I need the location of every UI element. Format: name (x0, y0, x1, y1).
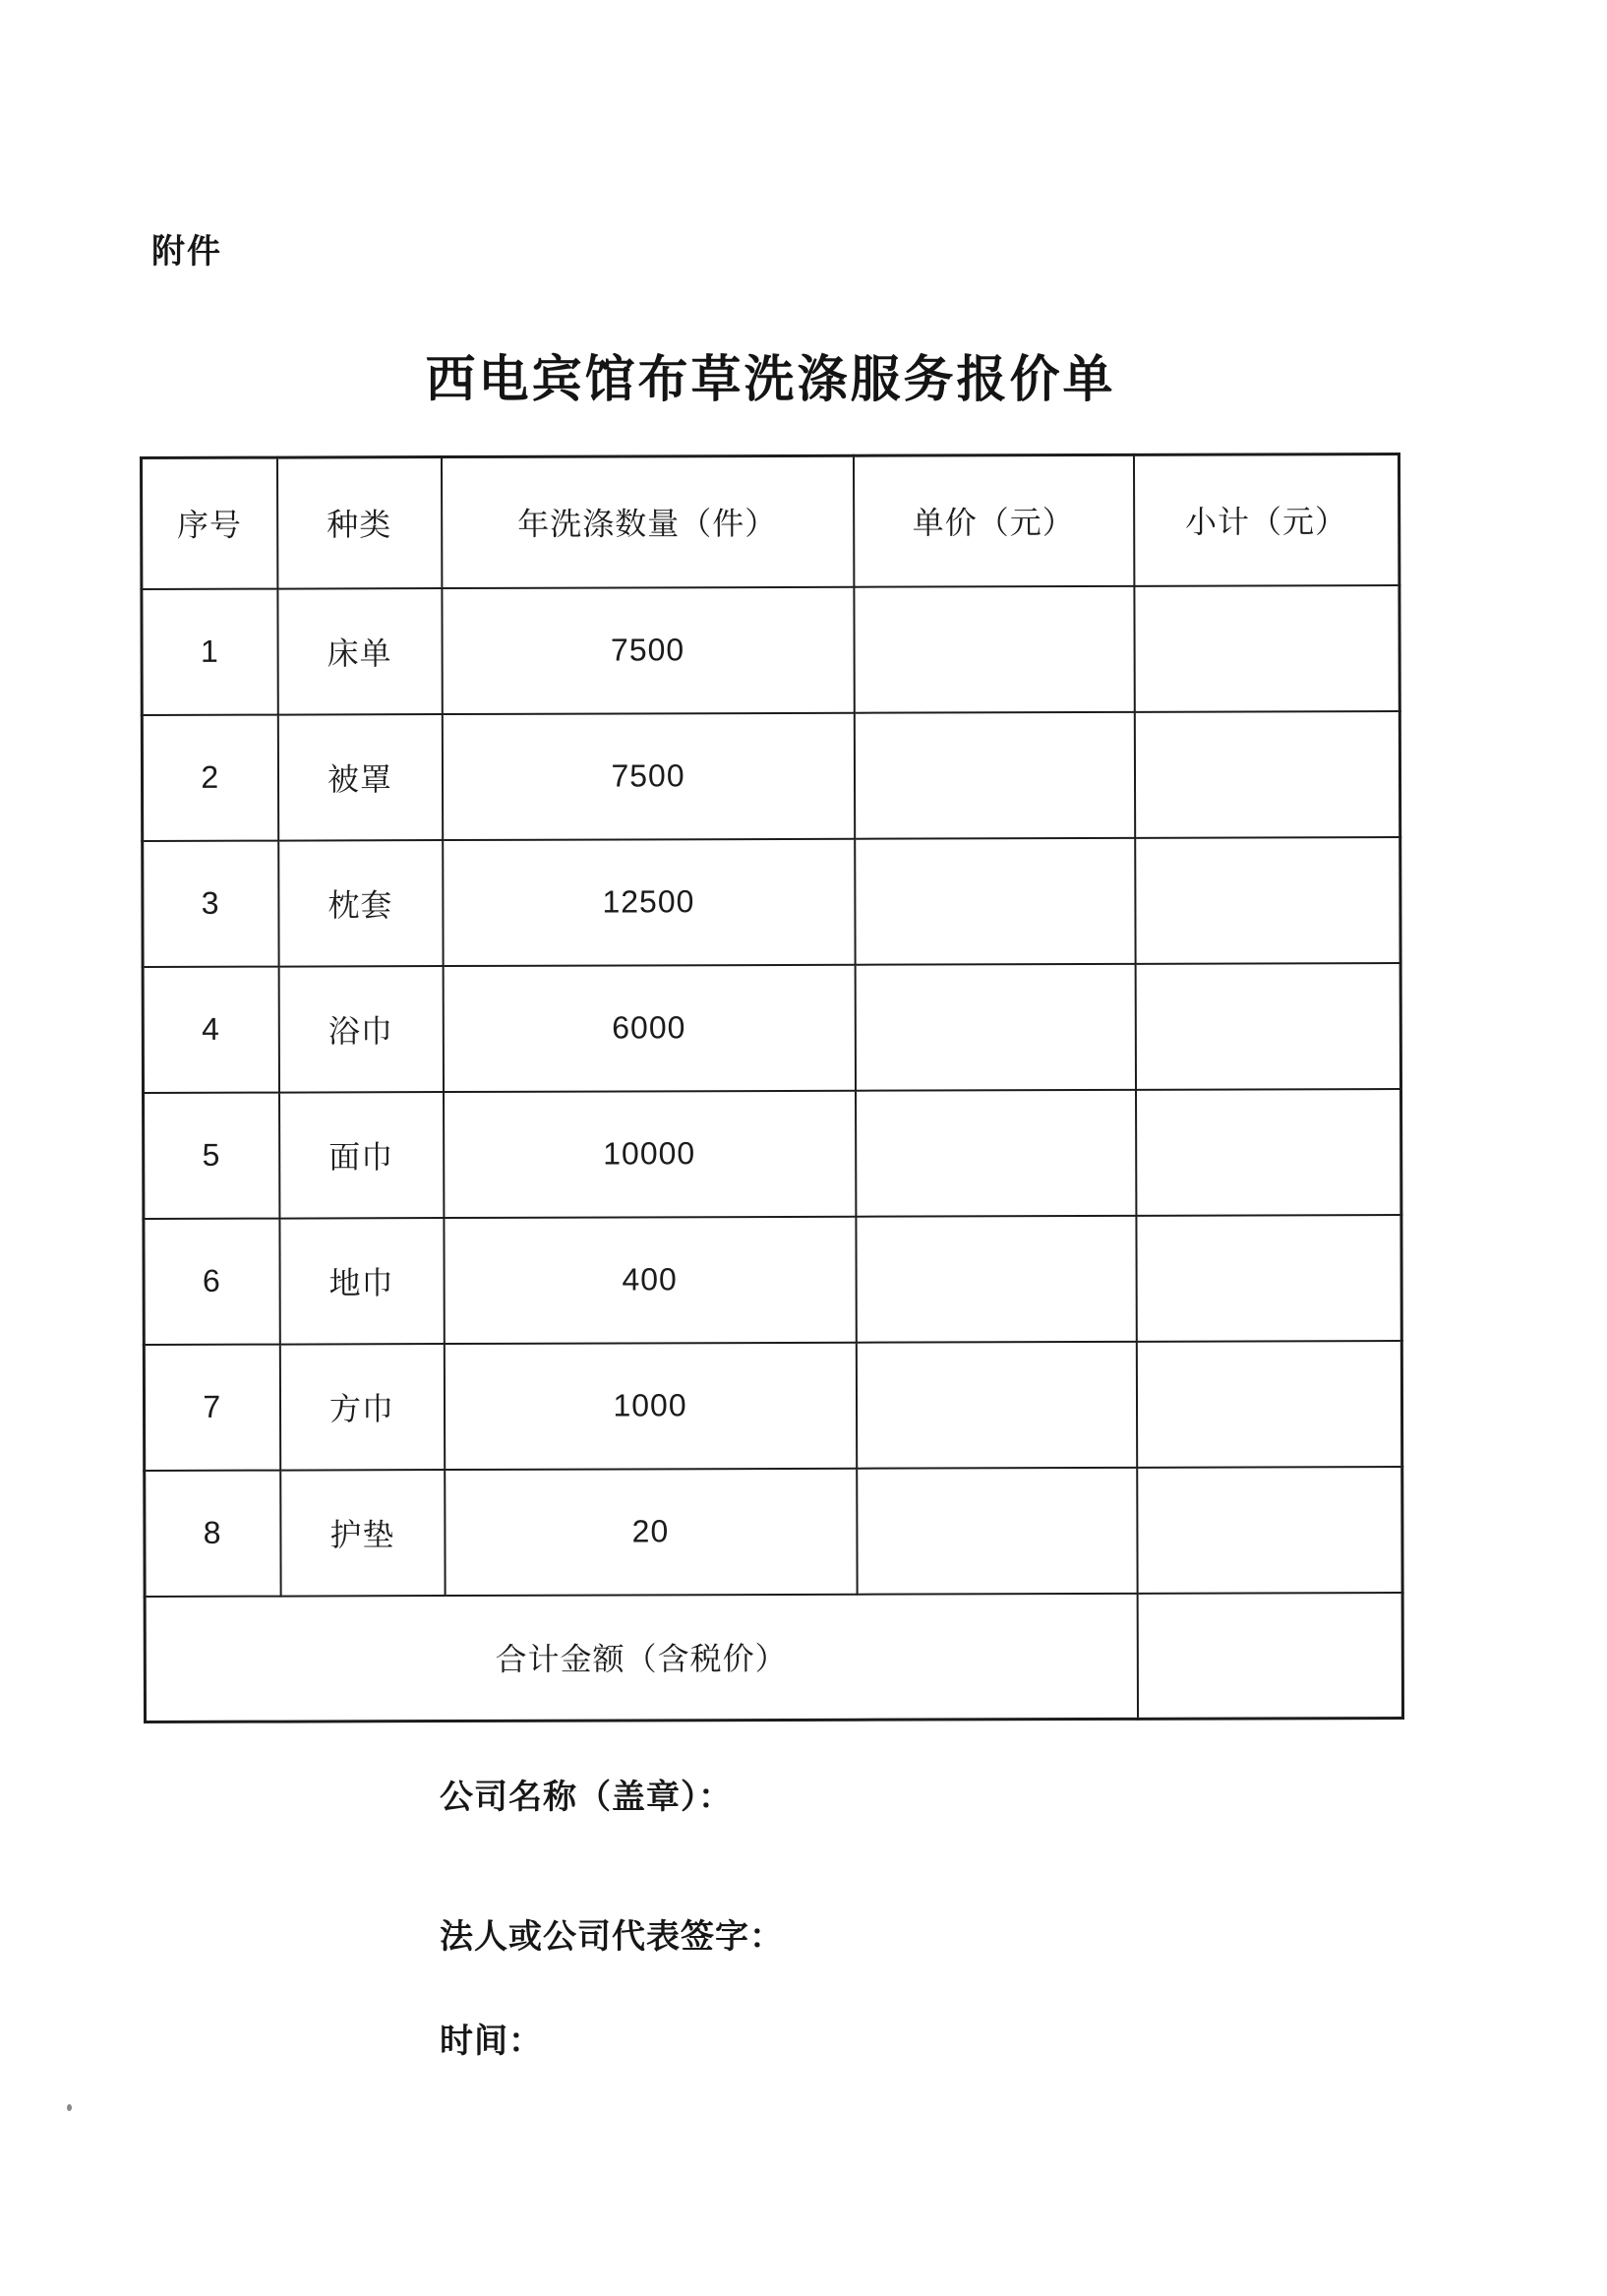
header-type: 种类 (276, 457, 441, 589)
table-row (144, 1214, 1401, 1344)
row-subtotal-cell (1134, 584, 1399, 711)
total-label-cell: 合计金额（含税价） (145, 1593, 1137, 1722)
row-qty-cell: 12500 (443, 838, 855, 965)
row-unit-price-cell (857, 1467, 1137, 1594)
table-row (145, 1466, 1402, 1596)
header-no: 序号 (141, 457, 276, 588)
row-unit-price-cell (854, 585, 1134, 712)
table-total-row (145, 1592, 1402, 1722)
row-type-cell: 枕套 (278, 840, 443, 967)
row-type-cell: 护垫 (280, 1470, 445, 1597)
row-type-cell: 面巾 (279, 1092, 444, 1219)
row-no-cell: 1 (142, 588, 277, 714)
row-unit-price-cell (856, 1089, 1136, 1216)
header-unit-price: 单价（元） (853, 454, 1133, 586)
row-no-cell: 6 (144, 1218, 279, 1344)
row-type-cell: 浴巾 (278, 966, 443, 1093)
row-no-cell: 3 (143, 840, 278, 966)
row-qty-cell: 6000 (443, 964, 855, 1091)
row-no-cell: 2 (142, 714, 277, 840)
row-unit-price-cell (855, 837, 1135, 964)
row-type-cell: 地巾 (279, 1218, 444, 1345)
row-subtotal-cell (1135, 962, 1400, 1089)
row-qty-cell: 1000 (444, 1342, 856, 1469)
time-label: 时间： (440, 2023, 543, 2060)
table-row (143, 836, 1400, 966)
row-qty-cell: 7500 (442, 586, 854, 713)
quotation-table (140, 453, 1404, 1723)
row-subtotal-cell (1134, 710, 1399, 837)
row-subtotal-cell (1136, 1088, 1401, 1215)
row-subtotal-cell (1136, 1214, 1401, 1341)
table-header-row (141, 453, 1399, 588)
scan-artifact-dot (67, 2104, 72, 2111)
row-qty-cell: 10000 (444, 1090, 856, 1217)
row-qty-cell: 400 (444, 1216, 856, 1343)
table-row (142, 710, 1399, 840)
row-no-cell: 8 (145, 1470, 280, 1596)
table-row (144, 1340, 1401, 1470)
table-row (143, 962, 1400, 1092)
row-qty-cell: 7500 (442, 712, 854, 839)
table-row (144, 1088, 1401, 1218)
row-no-cell: 4 (143, 966, 278, 1092)
table-row (142, 584, 1399, 714)
company-seal-label: 公司名称（盖章）： (440, 1779, 733, 1816)
page-title: 西电宾馆布草洗涤服务报价单 (425, 351, 1116, 407)
row-no-cell: 5 (144, 1092, 279, 1218)
row-subtotal-cell (1136, 1340, 1401, 1467)
row-type-cell: 被罩 (277, 714, 442, 841)
row-type-cell: 方巾 (279, 1344, 444, 1471)
row-type-cell: 床单 (277, 588, 442, 715)
header-subtotal: 小计（元） (1133, 453, 1399, 585)
row-unit-price-cell (854, 711, 1134, 838)
row-unit-price-cell (856, 1215, 1136, 1342)
attachment-label: 附件 (151, 233, 222, 271)
total-value-cell (1137, 1592, 1402, 1719)
row-qty-cell: 20 (445, 1468, 857, 1595)
row-unit-price-cell (855, 963, 1135, 1090)
row-subtotal-cell (1137, 1466, 1402, 1593)
representative-signature-label: 法人或公司代表签字： (440, 1918, 784, 1956)
row-unit-price-cell (856, 1341, 1136, 1468)
header-qty: 年洗涤数量（件） (441, 455, 853, 587)
row-subtotal-cell (1135, 836, 1400, 963)
row-no-cell: 7 (144, 1344, 279, 1470)
